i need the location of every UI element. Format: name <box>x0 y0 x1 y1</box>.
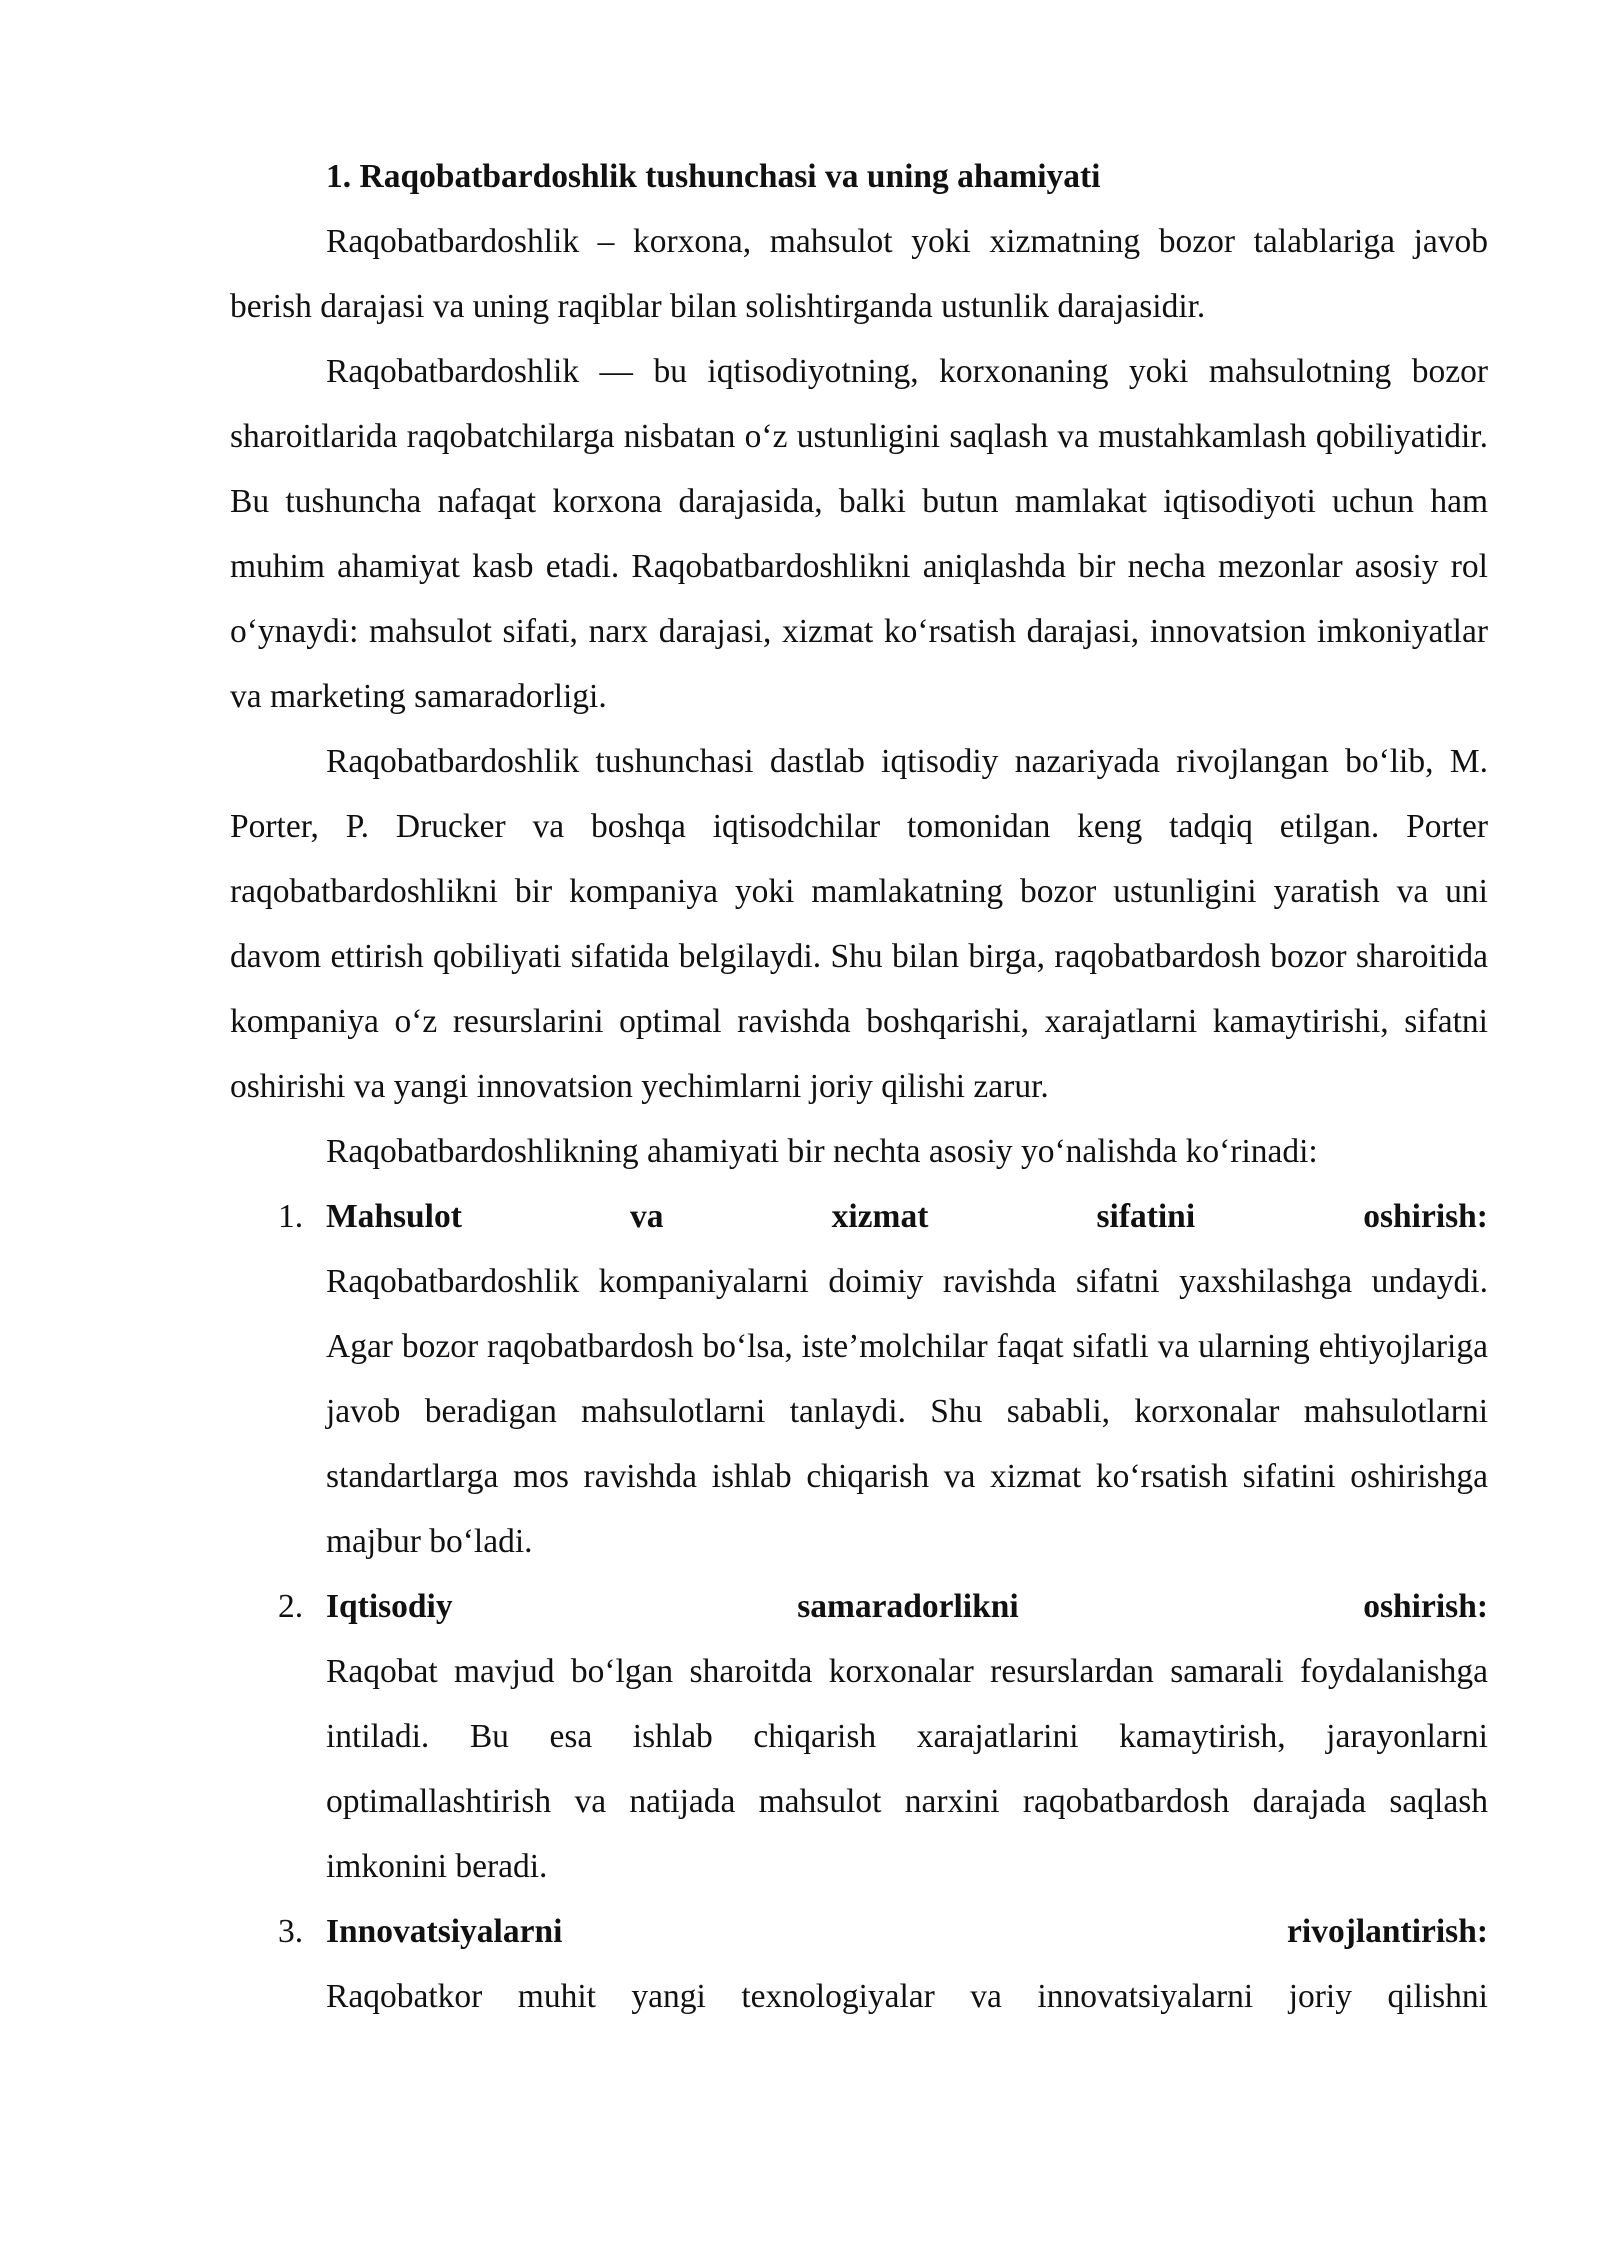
title-word: sifatini <box>1096 1198 1196 1235</box>
list-item-title <box>326 1184 1488 1249</box>
list-intro: Raqobatbardoshlikning ahamiyati bir nechta asosiy yo‘nalishda ko‘rinadi: <box>326 1133 1318 1170</box>
title-word: Innovatsiyalarni <box>326 1913 563 1950</box>
title-word: rivojlantirish: <box>1287 1913 1488 1950</box>
document-body <box>230 144 1488 2029</box>
paragraph-definition: Raqobatbardoshlik – korxona, mahsulot yoki xizmatning bozor talablariga javob berish darajasi va uning raqiblar bilan solishtirganda ustunlik darajasidir. <box>230 223 1488 325</box>
list-item-title <box>326 1899 1488 1964</box>
importance-list <box>230 1184 1488 2029</box>
list-item-quality <box>230 1184 1488 1574</box>
title-word: oshirish: <box>1363 1198 1488 1235</box>
list-item-innovation <box>230 1899 1488 2029</box>
section-heading: 1. Raqobatbardoshlik tushunchasi va uning ahamiyati <box>326 158 1101 195</box>
list-number: 2. <box>278 1588 304 1625</box>
title-word: xizmat <box>831 1198 929 1235</box>
title-word: Mahsulot <box>326 1198 462 1235</box>
paragraph-theory: Raqobatbardoshlik tushunchasi dastlab iqtisodiy nazariyada rivojlangan bo‘lib, M. Porter, P. Drucker va boshqa iqtisodchilar tomonidan keng tadqiq etilgan. Porter raqobatbardoshlikni bir kompaniya yoki mamlakatning bozor ustunligini yaratish va uni davom ettirish qobiliyati sifatida belgilaydi. Shu bilan birga, raqobatbardosh bozor sharoitida kompaniya o‘z resurslarini optimal ravishda boshqarishi, xarajatlarni kamaytirishi, sifatni oshirishi va yangi innovatsion yechimlarni joriy qilishi zarur. <box>230 743 1488 1105</box>
title-word: Iqtisodiy <box>326 1588 453 1625</box>
paragraph-concept: Raqobatbardoshlik — bu iqtisodiyotning, korxonaning yoki mahsulotning bozor sharoitlarida raqobatchilarga nisbatan o‘z ustunligini saqlash va mustahkamlash qobiliyatidir. Bu tushuncha nafaqat korxona darajasida, balki butun mamlakat iqtisodiyoti uchun ham muhim ahamiyat kasb etadi. Raqobatbardoshlikni aniqlashda bir necha mezonlar asosiy rol o‘ynaydi: mahsulot sifati, narx darajasi, xizmat ko‘rsatish darajasi, innovatsion imkoniyatlar va marketing samaradorligi. <box>230 353 1488 715</box>
list-number: 3. <box>278 1913 304 1950</box>
title-word: oshirish: <box>1363 1588 1488 1625</box>
title-word: va <box>630 1198 664 1235</box>
list-number: 1. <box>278 1198 304 1235</box>
list-item-body: Raqobat mavjud bo‘lgan sharoitda korxonalar resurslardan samarali foydalanishga intiladi. Bu esa ishlab chiqarish xarajatlarini kamaytirish, jarayonlarni optimallashtirish va natijada mahsulot narxini raqobatbardosh darajada saqlash imkonini beradi. <box>326 1653 1488 1885</box>
title-word: samaradorlikni <box>797 1588 1019 1625</box>
list-item-body: Raqobatbardoshlik kompaniyalarni doimiy ravishda sifatni yaxshilashga undaydi. Agar bozor raqobatbardosh bo‘lsa, iste’molchilar faqat sifatli va ularning ehtiyojlariga javob beradigan mahsulotlarni tanlaydi. Shu sababli, korxonalar mahsulotlarni standartlarga mos ravishda ishlab chiqarish va xizmat ko‘rsatish sifatini oshirishga majbur bo‘ladi. <box>326 1263 1488 1560</box>
list-item-title <box>326 1574 1488 1639</box>
list-item-efficiency <box>230 1574 1488 1899</box>
list-item-body: Raqobatkor muhit yangi texnologiyalar va innovatsiyalarni joriy qilishni <box>326 1978 1488 2015</box>
